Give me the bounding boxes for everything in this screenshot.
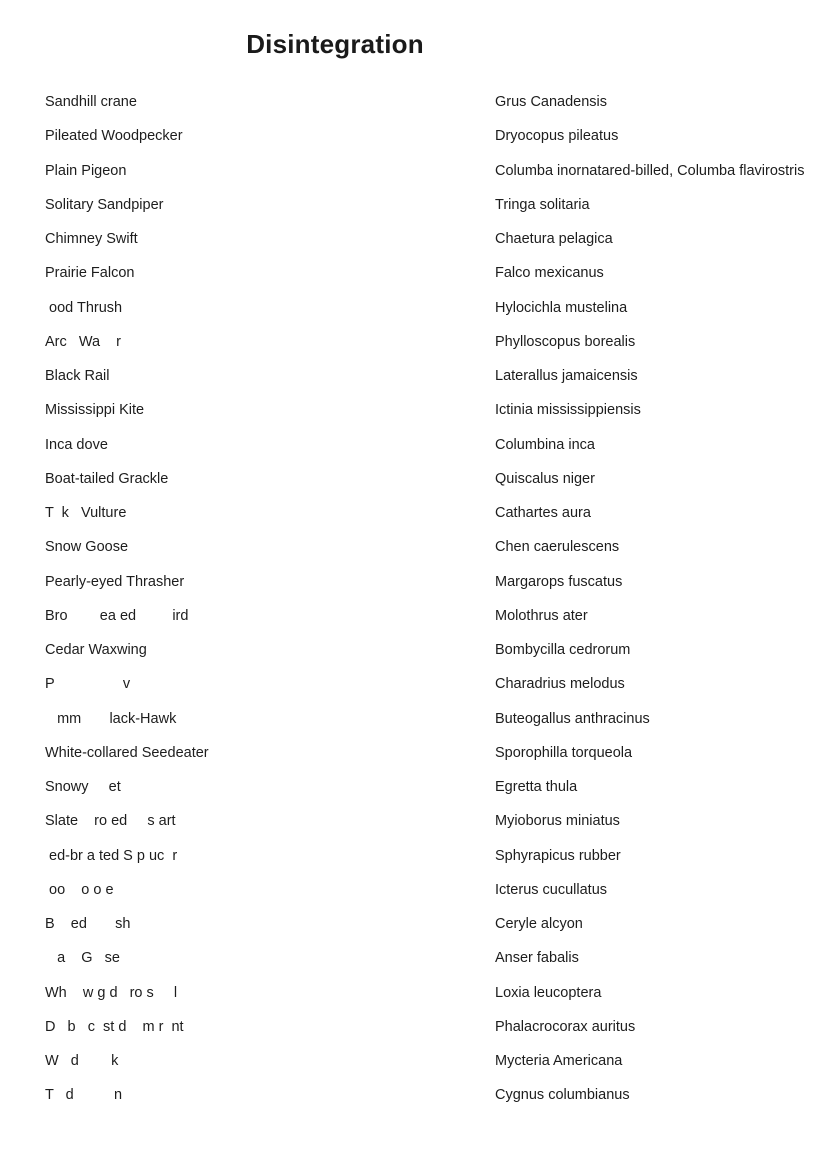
list-item	[0, 160, 818, 194]
common-name: W d k	[45, 1053, 119, 1069]
scientific-name: Margarops fuscatus	[495, 573, 623, 590]
common-name: mm lack-Hawk	[45, 710, 177, 727]
list-item	[0, 434, 818, 468]
common-name: Plain Pigeon	[45, 162, 127, 179]
common-name: Bro ea ed ird	[45, 607, 189, 624]
common-name: Solitary Sandpiper	[45, 196, 164, 213]
scientific-name: Sphyrapicus rubber	[495, 847, 621, 864]
list-item	[0, 331, 818, 365]
scientific-name: Mycteria Americana	[495, 1053, 623, 1069]
scientific-name: Ceryle alcyon	[495, 916, 583, 932]
list-item	[0, 91, 818, 125]
scientific-name: Egretta thula	[495, 779, 578, 795]
scientific-name: Chaetura pelagica	[495, 231, 613, 247]
scientific-name: Tringa solitaria	[495, 196, 590, 213]
scientific-name: Chen caerulescens	[495, 539, 620, 556]
common-name: oo o o e	[45, 881, 114, 898]
common-name: Sandhill crane	[45, 94, 137, 110]
list-item	[0, 125, 818, 159]
common-name: Prairie Falcon	[45, 265, 135, 282]
list-item	[0, 913, 818, 947]
list-item	[0, 571, 818, 605]
list-item	[0, 1050, 818, 1084]
list-item	[0, 947, 818, 981]
common-name: Snowy et	[45, 779, 121, 795]
scientific-name: Myioborus miniatus	[495, 813, 620, 830]
common-name: Cedar Waxwing	[45, 642, 147, 658]
list-item	[0, 399, 818, 433]
common-name: Pileated Woodpecker	[45, 128, 183, 145]
scientific-name: Grus Canadensis	[495, 94, 608, 110]
scientific-name: Columba inornatared-billed, Columba flavirostris	[495, 162, 805, 179]
scientific-name: Phalacrocorax auritus	[495, 1018, 636, 1035]
list-item	[0, 673, 818, 707]
common-name: D b c st d m r nt	[45, 1018, 184, 1035]
common-name: T k Vulture	[45, 505, 127, 521]
list-item	[0, 982, 818, 1016]
scientific-name: Loxia leucoptera	[495, 984, 602, 1001]
scientific-name: Charadrius melodus	[495, 676, 625, 693]
common-name: Chimney Swift	[45, 231, 138, 247]
scientific-name: Phylloscopus borealis	[495, 333, 636, 350]
common-name: ood Thrush	[45, 299, 123, 316]
page-title: Disintegration	[246, 29, 424, 59]
scientific-name: Sporophilla torqueola	[495, 744, 633, 761]
list-item	[0, 776, 818, 810]
common-name: Black Rail	[45, 368, 110, 384]
scientific-name: Columbina inca	[495, 436, 595, 453]
scientific-name: Cathartes aura	[495, 505, 591, 521]
common-name: Inca dove	[45, 436, 108, 453]
common-name: P v	[45, 676, 131, 693]
list-item	[0, 845, 818, 879]
scientific-name: Falco mexicanus	[495, 265, 604, 282]
list-item	[0, 708, 818, 742]
common-name: B ed sh	[45, 916, 131, 932]
scientific-name: Molothrus ater	[495, 607, 588, 624]
list-item	[0, 194, 818, 228]
scientific-name: Anser fabalis	[495, 950, 579, 967]
list-item	[0, 502, 818, 536]
list-item	[0, 228, 818, 262]
list-item	[0, 810, 818, 844]
common-name: Mississippi Kite	[45, 402, 145, 419]
common-name: Arc Wa r	[45, 333, 121, 350]
list-item	[0, 365, 818, 399]
scientific-name: Quiscalus niger	[495, 470, 595, 487]
common-name: T d n	[45, 1087, 123, 1104]
common-name: Wh w g d ro s l	[45, 984, 178, 1001]
common-name: Boat-tailed Grackle	[45, 470, 169, 487]
list-item	[0, 879, 818, 913]
list-item	[0, 536, 818, 570]
list-item	[0, 468, 818, 502]
list-item	[0, 262, 818, 296]
list-item	[0, 1084, 818, 1118]
scientific-name: Buteogallus anthracinus	[495, 710, 650, 727]
common-name: White-collared Seedeater	[45, 744, 209, 761]
list-item	[0, 742, 818, 776]
list-item	[0, 639, 818, 673]
scientific-name: Hylocichla mustelina	[495, 299, 628, 316]
scientific-name: Dryocopus pileatus	[495, 128, 619, 145]
species-list	[0, 91, 818, 1119]
list-item	[0, 1016, 818, 1050]
common-name: Snow Goose	[45, 539, 129, 556]
common-name: ed-br a ted S p uc r	[45, 847, 178, 864]
scientific-name: Ictinia mississippiensis	[495, 402, 641, 419]
common-name: Pearly-eyed Thrasher	[45, 573, 185, 590]
common-name: Slate ro ed s art	[45, 813, 176, 830]
scientific-name: Laterallus jamaicensis	[495, 368, 638, 384]
list-item	[0, 605, 818, 639]
scientific-name: Cygnus columbianus	[495, 1087, 630, 1104]
common-name: a G se	[45, 950, 120, 967]
scientific-name: Bombycilla cedrorum	[495, 642, 631, 658]
scientific-name: Icterus cucullatus	[495, 881, 608, 898]
list-item	[0, 297, 818, 331]
